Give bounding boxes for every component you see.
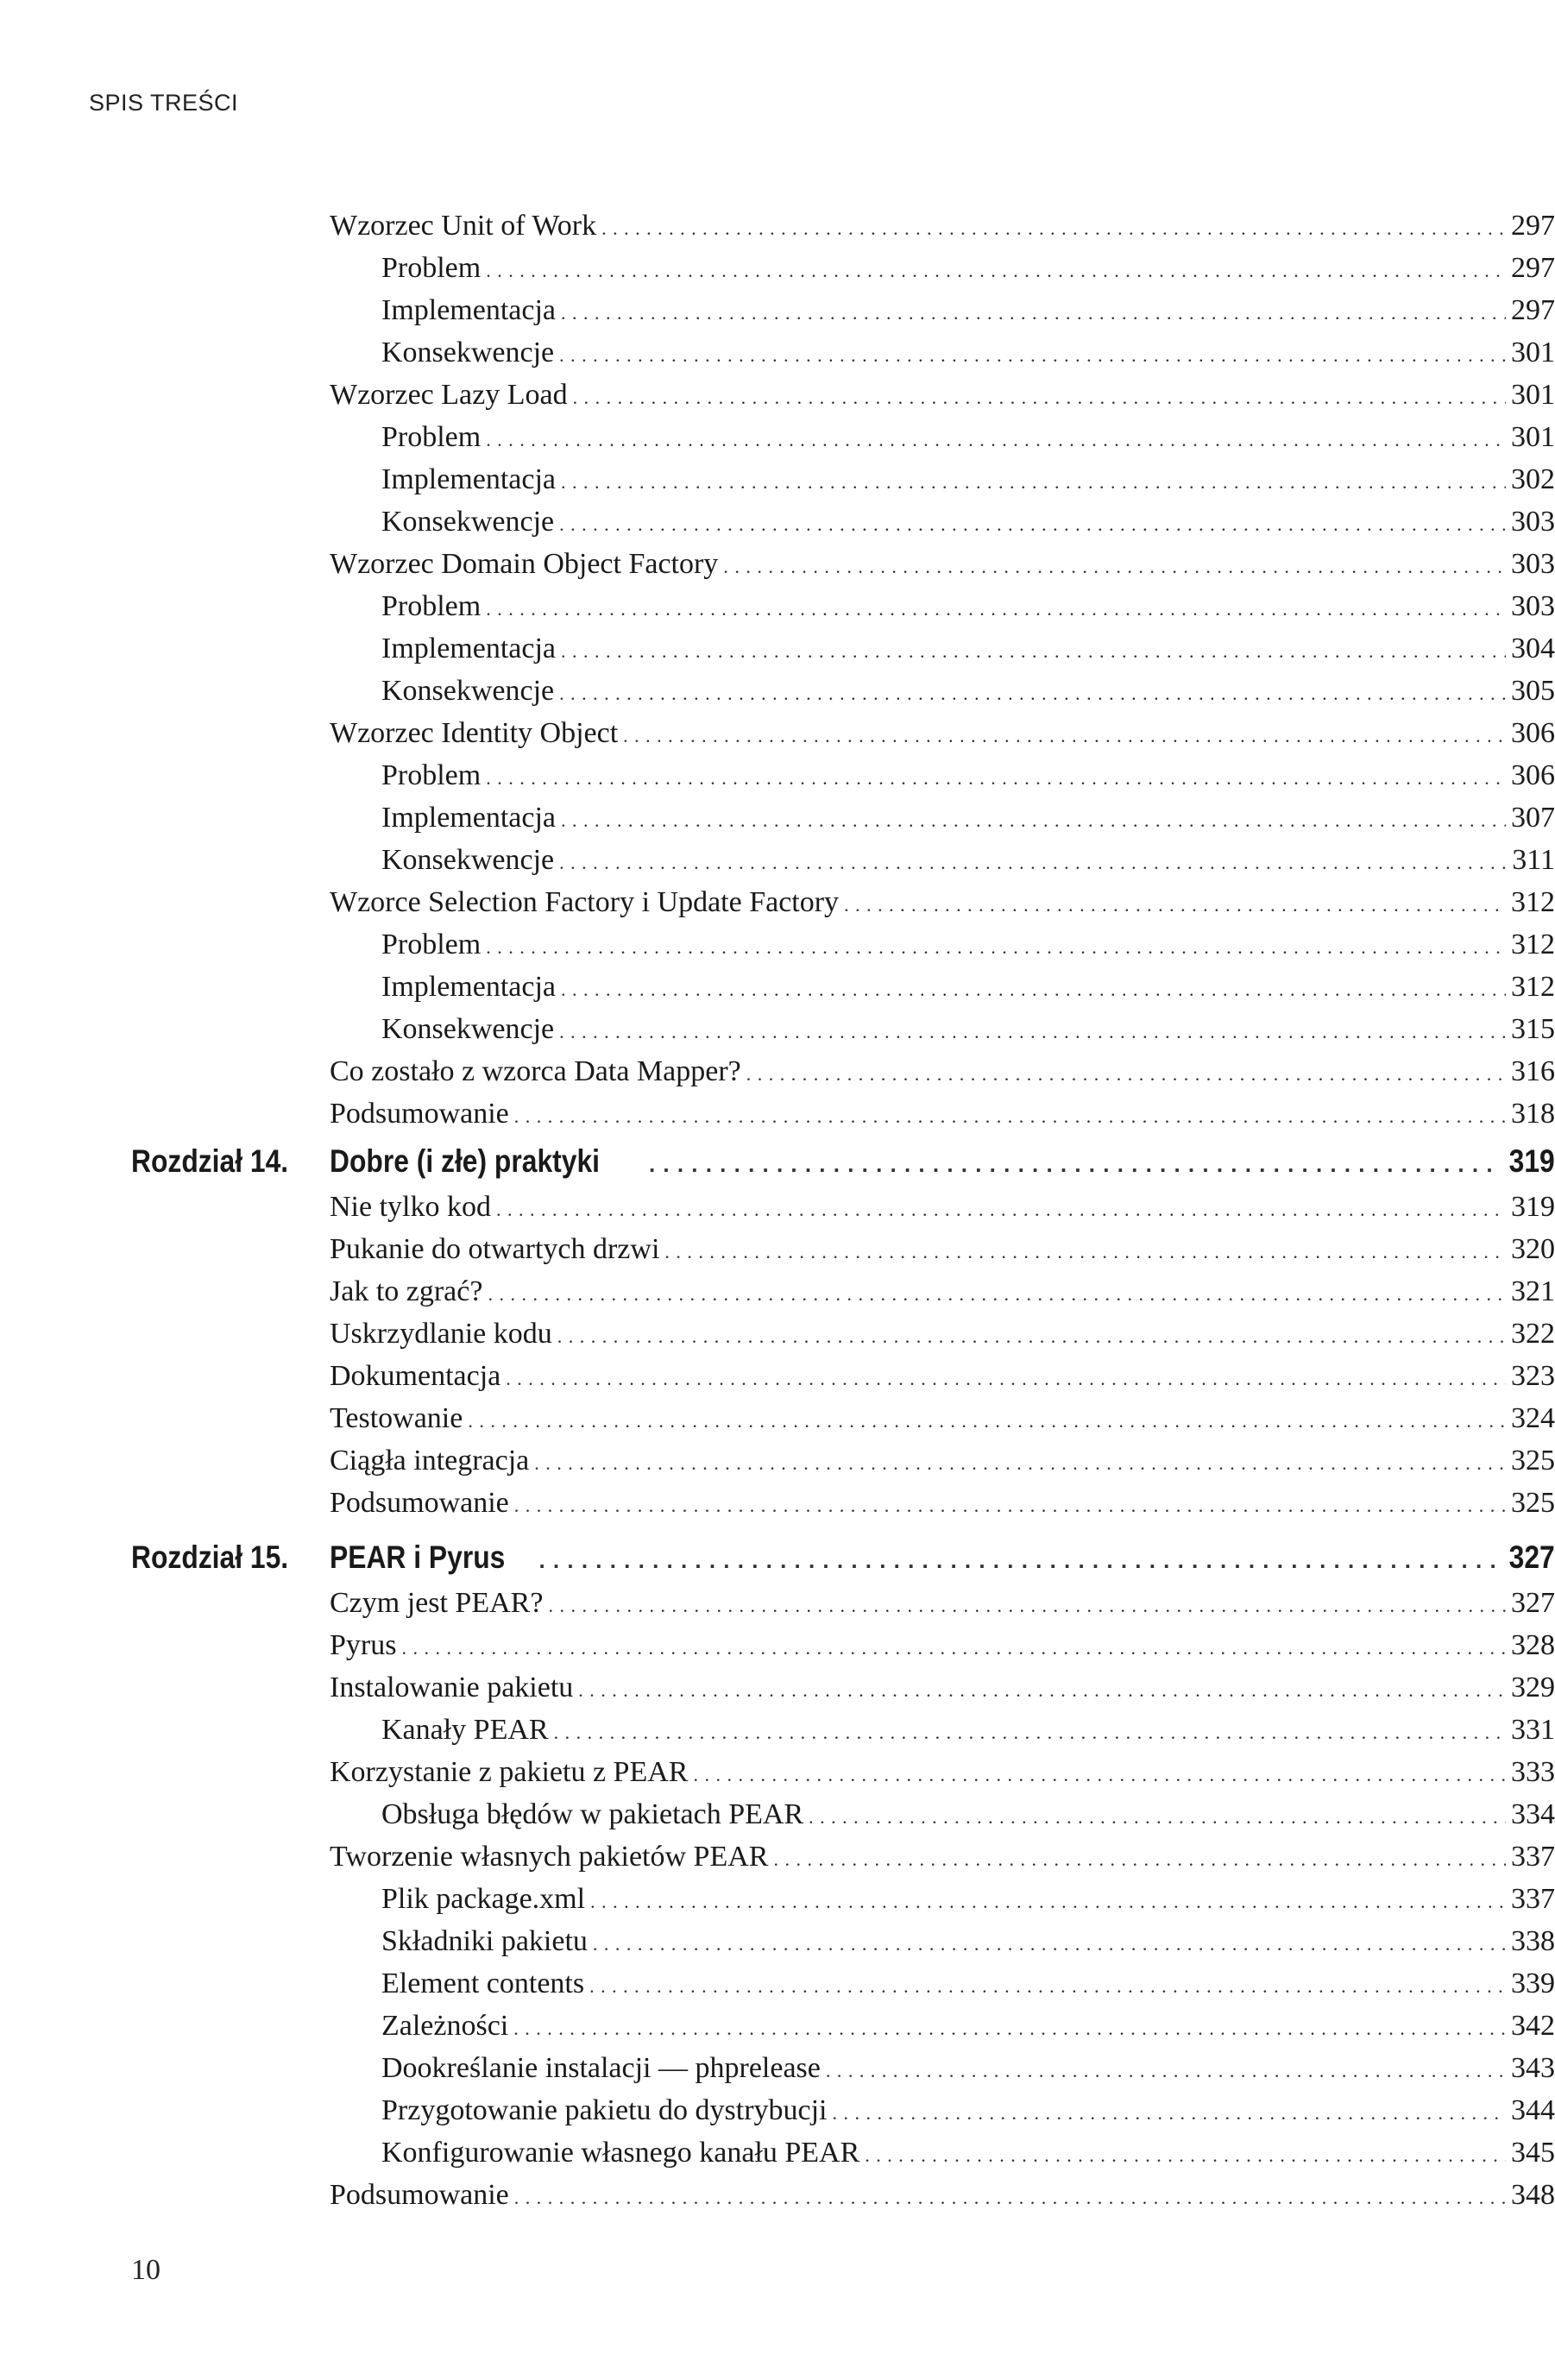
dot-leader (496, 1187, 1506, 1231)
entry-title: Jak to zgrać? (330, 1275, 483, 1307)
entry-title: Konfigurowanie własnego kanału PEAR (381, 2137, 860, 2169)
entry-page-number: 327 (1508, 1539, 1555, 1575)
entry-page-number: 297 (1511, 294, 1555, 326)
entry-title: Instalowanie pakietu (330, 1672, 574, 1703)
toc-entry (381, 1709, 1555, 1751)
dot-leader (506, 1356, 1506, 1400)
entry-title: Ciągła integracja (330, 1445, 530, 1476)
dot-leader (538, 1533, 1496, 1584)
entry-title: Konsekwencje (381, 1013, 555, 1045)
entry-page-number: 319 (1511, 1191, 1555, 1223)
toc-entry (381, 840, 1555, 881)
entry-page-number: 311 (1512, 844, 1555, 876)
toc-entry (381, 2048, 1555, 2089)
toc-entry (381, 2005, 1555, 2047)
dot-leader (559, 332, 1506, 376)
entry-page-number: 306 (1511, 759, 1555, 791)
entry-page-number: 328 (1511, 1629, 1555, 1661)
entry-page-number: 320 (1511, 1233, 1555, 1265)
dot-leader (589, 1963, 1506, 2007)
dot-leader (693, 1752, 1506, 1796)
entry-page-number: 339 (1511, 1968, 1555, 1999)
dot-leader (561, 290, 1506, 334)
dot-leader (590, 1879, 1506, 1923)
dot-leader (623, 713, 1506, 757)
dot-leader (561, 628, 1506, 672)
toc-entry (330, 1752, 1555, 1793)
dot-leader (561, 459, 1506, 503)
toc-entry (330, 1093, 1555, 1135)
dot-leader (559, 671, 1506, 715)
entry-title: Problem (381, 590, 482, 622)
dot-leader (514, 2175, 1506, 2219)
entry-title: Problem (381, 252, 482, 284)
entry-title: Wzorzec Unit of Work (330, 210, 597, 242)
dot-leader (548, 1583, 1506, 1627)
entry-title: Dobre (i złe) praktyki (330, 1143, 600, 1179)
entry-title: Problem (381, 929, 482, 960)
entry-page-number: 325 (1511, 1487, 1555, 1519)
entry-page-number: 323 (1511, 1360, 1555, 1392)
entry-page-number: 337 (1511, 1883, 1555, 1915)
toc-entry (381, 966, 1555, 1008)
entry-page-number: 334 (1511, 1798, 1555, 1830)
entry-page-number: 333 (1511, 1756, 1555, 1788)
dot-leader (486, 755, 1506, 799)
entry-title: Podsumowanie (330, 2179, 509, 2211)
entry-title: Dookreślanie instalacji — phprelease (381, 2052, 821, 2084)
entry-page-number: 324 (1511, 1402, 1555, 1434)
toc-entry (381, 628, 1555, 670)
toc-entry (330, 1836, 1555, 1878)
dot-leader (746, 1051, 1506, 1095)
chapter-label: Rozdział 14. (131, 1143, 289, 1179)
entry-title: Zależności (381, 2010, 509, 2042)
toc-entry (381, 332, 1555, 374)
dot-leader (664, 1229, 1506, 1273)
chapter-title-row (330, 1137, 1555, 1186)
dot-leader (578, 1667, 1506, 1711)
entry-page-number: 301 (1511, 379, 1555, 411)
entry-title: Podsumowanie (330, 1487, 509, 1519)
entry-page-number: 325 (1511, 1445, 1555, 1476)
toc-entry (381, 2090, 1555, 2131)
entry-title: Element contents (381, 1968, 585, 1999)
entry-page-number: 338 (1511, 1925, 1555, 1957)
entry-title: Tworzenie własnych pakietów PEAR (330, 1841, 769, 1873)
dot-leader (486, 417, 1506, 461)
dot-leader (554, 1709, 1506, 1754)
dot-leader (561, 966, 1506, 1011)
toc-entry (381, 797, 1555, 839)
toc-entry (330, 205, 1555, 247)
entry-title: Czym jest PEAR? (330, 1587, 544, 1619)
toc-entry (381, 1921, 1555, 1962)
entry-page-number: 331 (1511, 1714, 1555, 1746)
entry-page-number: 345 (1511, 2137, 1555, 2169)
toc-entry (381, 755, 1555, 796)
entry-title: Problem (381, 421, 482, 453)
entry-title: Wzorzec Domain Object Factory (330, 548, 719, 580)
entry-page-number: 303 (1511, 590, 1555, 622)
entry-title: Składniki pakietu (381, 1925, 588, 1957)
entry-title: Przygotowanie pakietu do dystrybucji (381, 2094, 828, 2126)
toc-entry (381, 924, 1555, 966)
entry-title: Kanały PEAR (381, 1714, 549, 1746)
toc-entry (381, 586, 1555, 627)
entry-title: Konsekwencje (381, 337, 555, 368)
entry-page-number: 329 (1511, 1672, 1555, 1703)
toc-entry (381, 417, 1555, 458)
entry-page-number: 297 (1511, 210, 1555, 242)
entry-page-number: 337 (1511, 1841, 1555, 1873)
entry-page-number: 342 (1511, 2010, 1555, 2042)
entry-page-number: 301 (1511, 421, 1555, 453)
dot-leader (514, 1483, 1506, 1527)
toc-entry (330, 1483, 1555, 1524)
toc-entry (381, 2132, 1555, 2174)
entry-title: Wzorzec Lazy Load (330, 379, 568, 411)
toc-entry (330, 1187, 1555, 1228)
entry-page-number: 306 (1511, 717, 1555, 749)
entry-title: Korzystanie z pakietu z PEAR (330, 1756, 689, 1788)
toc-entry (381, 248, 1555, 289)
toc-entry (330, 375, 1555, 416)
dot-leader (514, 1093, 1506, 1137)
toc-entry (381, 1879, 1555, 1920)
entry-page-number: 319 (1508, 1143, 1555, 1179)
entry-title: PEAR i Pyrus (330, 1539, 506, 1575)
dot-leader (513, 2005, 1506, 2049)
toc-entry (330, 1440, 1555, 1482)
dot-leader (723, 544, 1506, 588)
dot-leader (573, 375, 1506, 419)
entry-title: Implementacja (381, 463, 557, 495)
page-number: 10 (131, 2254, 161, 2286)
entry-page-number: 344 (1511, 2094, 1555, 2126)
dot-leader (401, 1625, 1506, 1669)
dot-leader (488, 1271, 1506, 1315)
dot-leader (486, 924, 1506, 968)
toc-entry (381, 459, 1555, 501)
entry-title: Implementacja (381, 633, 557, 664)
entry-page-number: 304 (1511, 633, 1555, 664)
toc-entry (381, 501, 1555, 543)
entry-page-number: 305 (1511, 675, 1555, 707)
entry-page-number: 297 (1511, 252, 1555, 284)
entry-title: Wzorzec Identity Object (330, 717, 619, 749)
chapter-title-row (330, 1533, 1555, 1582)
toc-entry (330, 2175, 1555, 2216)
entry-title: Implementacja (381, 971, 557, 1003)
toc-entry (330, 713, 1555, 754)
running-head: SPIS TREŚCI (89, 90, 239, 116)
entry-page-number: 303 (1511, 548, 1555, 580)
dot-leader (809, 1794, 1506, 1838)
dot-leader (486, 248, 1506, 292)
toc-entry (381, 1009, 1555, 1050)
toc-entry (330, 1583, 1555, 1624)
entry-page-number: 327 (1511, 1587, 1555, 1619)
entry-page-number: 348 (1511, 2179, 1555, 2211)
entry-page-number: 315 (1511, 1013, 1555, 1045)
toc-entry (330, 1356, 1555, 1397)
entry-title: Testowanie (330, 1402, 463, 1434)
toc-entry (330, 1398, 1555, 1439)
entry-title: Nie tylko kod (330, 1191, 491, 1223)
toc-entry (330, 1313, 1555, 1355)
entry-page-number: 312 (1511, 971, 1555, 1003)
toc-entry (330, 1229, 1555, 1270)
toc-entry (330, 1271, 1555, 1313)
entry-page-number: 303 (1511, 506, 1555, 538)
entry-title: Plik package.xml (381, 1883, 586, 1915)
dot-leader (559, 501, 1506, 545)
entry-page-number: 322 (1511, 1318, 1555, 1350)
toc-entry (330, 882, 1555, 923)
dot-leader (468, 1398, 1506, 1442)
entry-title: Konsekwencje (381, 675, 555, 707)
toc-entry (381, 671, 1555, 712)
entry-title: Uskrzydlanie kodu (330, 1318, 552, 1350)
entry-title: Problem (381, 759, 482, 791)
entry-title: Pukanie do otwartych drzwi (330, 1233, 660, 1265)
entry-page-number: 312 (1511, 929, 1555, 960)
dot-leader (773, 1836, 1506, 1880)
dot-leader (561, 797, 1506, 841)
dot-leader (601, 205, 1506, 249)
dot-leader (557, 1313, 1506, 1357)
entry-title: Co zostało z wzorca Data Mapper? (330, 1055, 741, 1087)
entry-page-number: 312 (1511, 886, 1555, 918)
chapter-label: Rozdział 15. (131, 1539, 289, 1575)
dot-leader (649, 1137, 1496, 1188)
dot-leader (559, 1009, 1506, 1053)
dot-leader (534, 1440, 1506, 1484)
entry-title: Konsekwencje (381, 506, 555, 538)
toc-entry (381, 1794, 1555, 1835)
entry-page-number: 343 (1511, 2052, 1555, 2084)
toc-entry (381, 290, 1555, 331)
entry-title: Podsumowanie (330, 1098, 509, 1130)
toc-entry (330, 544, 1555, 585)
entry-page-number: 302 (1511, 463, 1555, 495)
toc-entry (381, 1963, 1555, 2005)
dot-leader (833, 2090, 1506, 2134)
toc-entry (330, 1051, 1555, 1092)
dot-leader (559, 840, 1507, 884)
entry-title: Obsługa błędów w pakietach PEAR (381, 1798, 804, 1830)
dot-leader (865, 2132, 1506, 2176)
entry-page-number: 316 (1511, 1055, 1555, 1087)
entry-page-number: 307 (1511, 802, 1555, 834)
entry-title: Konsekwencje (381, 844, 555, 876)
entry-page-number: 321 (1511, 1275, 1555, 1307)
dot-leader (844, 882, 1506, 926)
entry-title: Dokumentacja (330, 1360, 501, 1392)
entry-page-number: 301 (1511, 337, 1555, 368)
dot-leader (593, 1921, 1506, 1965)
entry-title: Implementacja (381, 802, 557, 834)
dot-leader (826, 2048, 1506, 2092)
toc-entry (330, 1625, 1555, 1666)
entry-page-number: 318 (1511, 1098, 1555, 1130)
dot-leader (486, 586, 1506, 630)
toc-entry (330, 1667, 1555, 1709)
entry-title: Wzorce Selection Factory i Update Factory (330, 886, 840, 918)
entry-title: Implementacja (381, 294, 557, 326)
entry-title: Pyrus (330, 1629, 397, 1661)
